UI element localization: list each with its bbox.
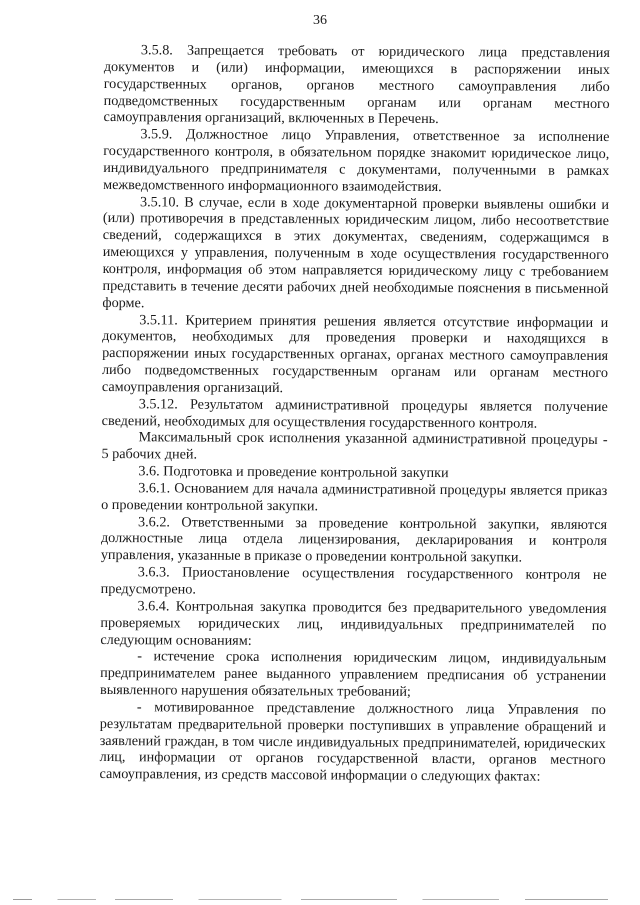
paragraph-3-5-9: 3.5.9. Должностное лицо Управления, ответственное за исполнение государственного контроля, в обязательном порядке знакомит юридическое лицо, индивидуального предпринимателя с документами, полученными в рамках межведомственного информационного взаимодействия. <box>103 126 610 195</box>
document-body <box>99 42 610 786</box>
list-item-motivated-submission: - мотивированное представление должностного лица Управления по результатам предварительной проверки поступивших в управление обращений и заявлений граждан, в том числе индивидуальных предпринимателей, юридических лиц, информации от органов государственной власти, органов местного самоуправления, из средств массовой информации о следующих фактах: <box>99 699 606 785</box>
page-number: 36 <box>313 13 327 28</box>
paragraph-3-5-8: 3.5.8. Запрещается требовать от юридического лица представления документов и (или) информации, имеющихся в распоряжении иных государственных органов, органов местного самоуправления либо подведомственных государственным органам или органам местного самоуправления организаций, включенных в Перечень. <box>103 42 610 128</box>
paragraph-max-term: Максимальный срок исполнения указанной административной процедуры - 5 рабочих дней. <box>101 429 608 463</box>
paragraph-3-6-3: 3.6.3. Приостановление осуществления государственного контроля не предусмотрено. <box>100 564 607 598</box>
paragraph-3-6-2: 3.6.2. Ответственными за проведение контрольной закупки, являются должностные лица отдела лицензирования, декларирования и контроля управления, указанные в приказе о проведении контрольной закупки. <box>100 513 608 566</box>
paragraph-3-5-10: 3.5.10. В случае, если в ходе документарной проверки выявлены ошибки и (или) противоречия в представленных юридическим лицом, либо несоответствие сведений, содержащихся в этих документах, сведениям, содержащимся в имеющихся у управления, полученным в ходе осуществления государственного контроля, информация об этом направляется юридическому лицу с требованием представить в течение десяти рабочих дней необходимые пояснения в письменной форме. <box>102 193 610 311</box>
paragraph-3-5-11: 3.5.11. Критерием принятия решения является отсутствие информации и документов, необходимых для проведения проверки и находящихся в распоряжении иных государственных органах, органах местного самоуправления либо подведомственных государственным органам или органам местного самоуправления организаций. <box>101 311 609 396</box>
paragraph-3-6-1: 3.6.1. Основанием для начала административной процедуры является приказ о проведении контрольной закупки. <box>101 480 608 515</box>
paragraph-3-5-12: 3.5.12. Результатом административной процедуры является получение сведений, необходимых для осуществления государственного контроля. <box>101 395 608 432</box>
list-item-deadline-expiry: - истечение срока исполнения юридическим лицом, индивидуальным предпринимателем ранее выданного управлением предписания об устранении выявленного нарушения обязательных требований; <box>99 648 607 700</box>
paragraph-3-6-4: 3.6.4. Контрольная закупка проводится без предварительного уведомления проверяемых юридических лиц, индивидуальных предпринимателей по следующим основаниям: <box>100 598 607 649</box>
scan-edge-artifact <box>0 893 640 905</box>
section-heading-3-6: 3.6. Подготовка и проведение контрольной закупки <box>138 463 449 482</box>
